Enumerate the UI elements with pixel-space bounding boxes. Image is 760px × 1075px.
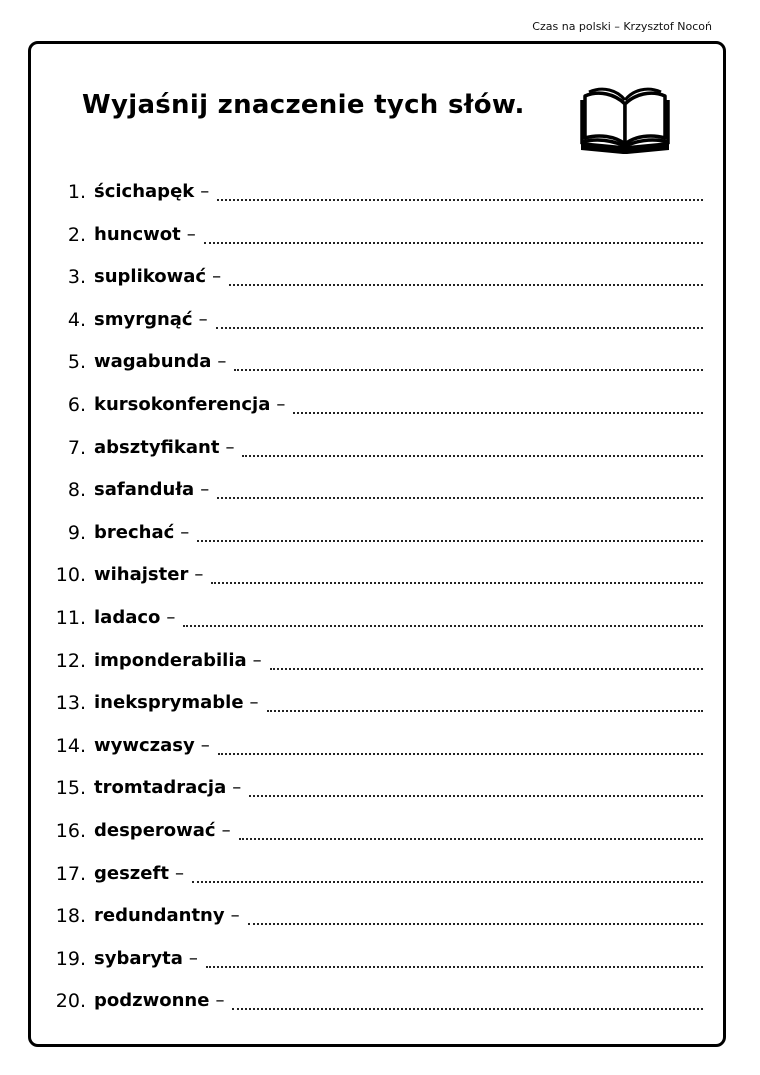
worksheet-frame [28, 41, 726, 1047]
item-dash: – [212, 266, 222, 288]
item-dash: – [225, 436, 235, 458]
item-word-text: absztyfikant [94, 436, 220, 458]
item-word-text: ineksprymable [94, 692, 244, 714]
item-dash: – [221, 820, 231, 841]
item-dash: – [188, 947, 198, 969]
item-dash: – [200, 181, 210, 202]
item-number: 13. [55, 692, 86, 715]
item-word-text: desperować [94, 820, 216, 841]
item-word-text: wywczasy [94, 734, 195, 756]
item-dash: – [194, 564, 204, 586]
item-word-text: sybaryta [94, 947, 183, 969]
item-number: 8. [67, 479, 86, 502]
item-word-text: wagabunda [94, 351, 212, 373]
item-dash: – [174, 862, 184, 884]
item-number: 5. [67, 351, 86, 374]
item-word-text: geszeft [94, 862, 169, 884]
item-dash: – [276, 394, 286, 415]
item-word-text: safanduła [94, 479, 195, 501]
item-number: 14. [55, 734, 86, 757]
item-word-text: wihajster [94, 564, 189, 586]
item-number: 2. [67, 223, 86, 246]
item-number: 7. [67, 436, 86, 459]
item-word-text: suplikować [94, 266, 207, 288]
item-number: 20. [55, 990, 86, 1013]
item-dash: – [186, 223, 196, 245]
item-number: 15. [55, 777, 86, 800]
item-number: 10. [55, 564, 86, 587]
item-number: 9. [67, 521, 86, 544]
item-dash: – [166, 607, 176, 628]
item-dash: – [249, 692, 259, 714]
item-number: 6. [67, 394, 86, 416]
item-word-text: brechać [94, 521, 175, 543]
item-word-text: ścichapęk [94, 181, 195, 202]
item-number: 3. [67, 266, 86, 289]
item-word-text: redundantny [94, 905, 225, 927]
item-number: 12. [55, 649, 86, 672]
item-word-text: ladaco [94, 607, 161, 628]
item-word-text: kursokonferencja [94, 394, 271, 415]
item-dash: – [215, 990, 225, 1012]
item-number: 4. [67, 308, 86, 331]
item-dash: – [217, 351, 227, 373]
item-number: 1. [67, 181, 86, 203]
item-number: 18. [55, 905, 86, 928]
item-dash: – [230, 905, 240, 927]
item-word-text: huncwot [94, 223, 181, 245]
item-dash: – [252, 649, 262, 671]
item-number: 16. [55, 820, 86, 842]
item-word-text: smyrgnąć [94, 308, 193, 330]
item-dash: – [180, 521, 190, 543]
item-dash: – [200, 479, 210, 501]
item-number: 17. [55, 862, 86, 885]
item-word-text: tromtadracja [94, 777, 227, 799]
open-book-icon [577, 84, 673, 156]
item-word-text: imponderabilia [94, 649, 247, 671]
worksheet-title: Wyjaśnij znaczenie tych słów. [82, 90, 525, 120]
item-dash: – [198, 308, 208, 330]
item-word-text: podzwonne [94, 990, 210, 1012]
item-dash: – [200, 734, 210, 756]
item-number: 19. [55, 947, 86, 970]
item-dash: – [232, 777, 242, 799]
item-number: 11. [55, 607, 86, 629]
header-credit: Czas na polski – Krzysztof Nocoń [532, 20, 712, 33]
